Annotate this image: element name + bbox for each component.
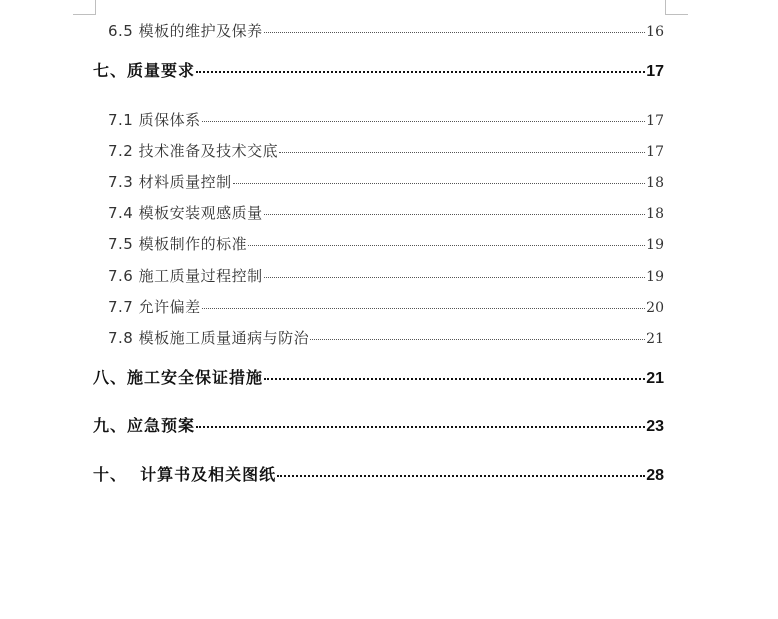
- toc-entry-title: 7.2 技术准备及技术交底: [108, 142, 279, 160]
- toc-entry-title: 7.5 模板制作的标准: [108, 235, 248, 253]
- toc-entry-title: 6.5 模板的维护及保养: [108, 22, 263, 40]
- toc-entry-title: 八、施工安全保证措施: [93, 368, 264, 387]
- page-corner-mark-left: [73, 0, 96, 15]
- toc-entry-title: 7.3 材料质量控制: [108, 173, 232, 191]
- toc-entry-7-7[interactable]: [108, 296, 664, 317]
- toc-entry-6-5[interactable]: [108, 20, 664, 41]
- toc-page-number: 18: [646, 175, 664, 191]
- toc-entry-title: 七、质量要求: [93, 61, 196, 80]
- toc-page-number: 20: [646, 300, 664, 316]
- toc-page-number: 19: [646, 269, 664, 285]
- toc-dot-leader: [233, 182, 646, 184]
- toc-entry-7-8[interactable]: [108, 327, 664, 348]
- toc-dot-leader: [202, 307, 646, 309]
- toc-entry-title: 十、 计算书及相关图纸: [93, 465, 277, 484]
- toc-page-number: 21: [646, 331, 664, 347]
- toc-entry-7-3[interactable]: [108, 171, 664, 192]
- toc-dot-leader: [277, 474, 645, 477]
- toc-entry-title: 7.6 施工质量过程控制: [108, 267, 263, 285]
- toc-entry-title: 7.8 模板施工质量通病与防治: [108, 329, 310, 347]
- toc-dot-leader: [279, 151, 645, 153]
- toc-page-number: 17: [646, 113, 664, 129]
- toc-entry-title: 7.4 模板安装观感质量: [108, 204, 263, 222]
- toc-page-number: 18: [646, 206, 664, 222]
- toc-dot-leader: [264, 276, 646, 278]
- toc-dot-leader: [264, 377, 645, 380]
- toc-entry-7-2[interactable]: [108, 140, 664, 161]
- toc-entry-7-5[interactable]: [108, 233, 664, 254]
- toc-dot-leader: [310, 338, 645, 340]
- toc-page-number: 28: [646, 467, 664, 484]
- toc-entry-title: 7.7 允许偏差: [108, 298, 201, 316]
- toc-dot-leader: [196, 70, 645, 73]
- toc-dot-leader: [248, 244, 645, 246]
- toc-page-number: 16: [646, 24, 664, 40]
- toc-page-number: 21: [646, 370, 664, 387]
- toc-entry-title: 九、应急预案: [93, 416, 196, 435]
- toc-page-number: 17: [646, 144, 664, 160]
- toc-entry-section-9[interactable]: [93, 413, 664, 436]
- toc-dot-leader: [264, 31, 646, 33]
- toc-dot-leader: [264, 213, 646, 215]
- toc-entry-section-7[interactable]: [93, 58, 664, 81]
- toc-dot-leader: [196, 425, 645, 428]
- toc-page-number: 23: [646, 418, 664, 435]
- toc-entry-7-4[interactable]: [108, 202, 664, 223]
- toc-entry-7-6[interactable]: [108, 265, 664, 286]
- toc-page-number: 17: [646, 63, 664, 80]
- toc-page-number: 19: [646, 237, 664, 253]
- toc-entry-title: 7.1 质保体系: [108, 111, 201, 129]
- toc-entry-section-10[interactable]: [93, 462, 664, 485]
- page-corner-mark-right: [665, 0, 688, 15]
- toc-entry-section-8[interactable]: [93, 365, 664, 388]
- toc-entry-7-1[interactable]: [108, 109, 664, 130]
- toc-dot-leader: [202, 120, 646, 122]
